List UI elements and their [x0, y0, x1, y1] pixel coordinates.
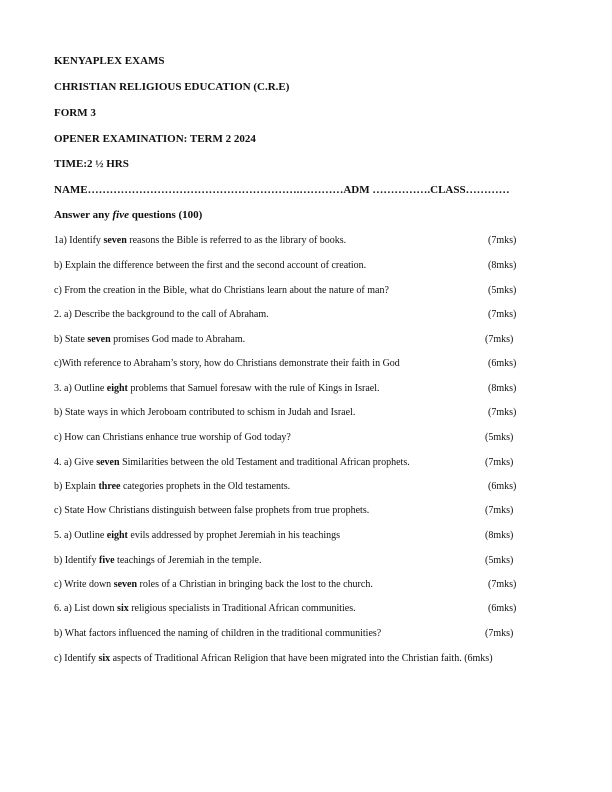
- question-emphasis: six: [117, 603, 129, 614]
- exam-form: FORM 3: [54, 107, 96, 119]
- question-item: [54, 628, 381, 639]
- instructions: [54, 209, 202, 221]
- question-text: b) Explain the difference between the first and the second account of creation.: [54, 260, 367, 271]
- question-text: 3. a) Outline: [54, 383, 107, 394]
- instructions-prefix: Answer any: [54, 209, 113, 221]
- question-marks: (5mks): [485, 555, 514, 566]
- question-text-rest: roles of a Christian in bringing back the lost to the church.: [137, 579, 373, 590]
- exam-subject: CHRISTIAN RELIGIOUS EDUCATION (C.R.E): [54, 81, 290, 93]
- question-text: c) Write down: [54, 579, 114, 590]
- question-item: [54, 260, 366, 271]
- question-text: b) State ways in which Jeroboam contributed to schism in Judah and Israel.: [54, 407, 356, 418]
- question-text: c)With reference to Abraham’s story, how do Christians demonstrate their faith in God: [54, 358, 400, 369]
- question-item: [54, 285, 389, 296]
- question-text: b) Explain: [54, 481, 99, 492]
- question-emphasis: five: [99, 555, 115, 566]
- question-text: b) What factors influenced the naming of children in the traditional communities?: [54, 628, 382, 639]
- question-item: [54, 383, 379, 394]
- question-emphasis: seven: [113, 579, 138, 590]
- question-item: [54, 407, 355, 418]
- question-text-rest: Similarities between the old Testament and traditional African prophets.: [119, 457, 410, 468]
- question-emphasis: eight: [106, 383, 128, 394]
- question-text: 5. a) Outline: [54, 530, 107, 541]
- question-item: [54, 579, 373, 590]
- question-marks: (6mks): [488, 481, 517, 492]
- question-item: [54, 481, 290, 492]
- question-item: [54, 603, 356, 614]
- question-marks: (6mks): [488, 603, 517, 614]
- question-text: c) Identify: [54, 653, 99, 664]
- question-marks: (7mks): [485, 457, 514, 468]
- question-text-rest: problems that Samuel foresaw with the rule of Kings in Israel.: [127, 383, 380, 394]
- question-text: 4. a) Give: [54, 457, 97, 468]
- question-marks: (7mks): [485, 628, 514, 639]
- name-field[interactable]: NAME………………………………………………….…………: [54, 184, 344, 196]
- question-marks: (5mks): [485, 432, 514, 443]
- exam-time: TIME:2 ½ HRS: [54, 158, 129, 170]
- question-item: [54, 432, 291, 443]
- question-text: 2. a) Describe the background to the call of Abraham.: [54, 309, 269, 320]
- question-text-rest: religious specialists in Traditional African communities.: [128, 603, 356, 614]
- question-item: [54, 358, 400, 369]
- question-item: [54, 505, 369, 516]
- question-emphasis: seven: [96, 457, 120, 468]
- name-line: [54, 184, 510, 196]
- question-marks: (7mks): [488, 407, 517, 418]
- exam-title: OPENER EXAMINATION: TERM 2 2024: [54, 133, 256, 145]
- question-item: [54, 235, 346, 246]
- question-item: [54, 555, 261, 566]
- question-item: [54, 530, 340, 541]
- question-text-rest: reasons the Bible is referred to as the library of books.: [126, 235, 347, 246]
- question-emphasis: three: [98, 481, 121, 492]
- class-field[interactable]: CLASS…………: [430, 184, 510, 196]
- question-marks: (7mks): [488, 235, 517, 246]
- question-text: 1a) Identify: [54, 235, 104, 246]
- question-marks: (5mks): [488, 285, 517, 296]
- question-text: b) Identify: [54, 555, 99, 566]
- question-marks: (8mks): [485, 530, 514, 541]
- question-marks: (7mks): [488, 579, 517, 590]
- question-text-rest: evils addressed by prophet Jeremiah in his teachings: [127, 530, 341, 541]
- question-item: [54, 334, 245, 345]
- question-text: c) From the creation in the Bible, what do Christians learn about the nature of man?: [54, 285, 389, 296]
- question-marks: (7mks): [485, 334, 514, 345]
- question-marks: (8mks): [488, 260, 517, 271]
- question-item: [54, 457, 410, 468]
- question-emphasis: six: [98, 653, 111, 664]
- question-text-rest: aspects of Traditional African Religion that have been migrated into the Christian faith. (6mks): [110, 653, 493, 664]
- question-item: [54, 309, 269, 320]
- question-text-rest: promises God made to Abraham.: [110, 334, 246, 345]
- instructions-emphasis: five: [112, 209, 129, 221]
- question-text: c) How can Christians enhance true worship of God today?: [54, 432, 291, 443]
- question-marks: (7mks): [488, 309, 517, 320]
- exam-org: KENYAPLEX EXAMS: [54, 55, 165, 67]
- question-text: b) State: [54, 334, 88, 345]
- question-emphasis: eight: [106, 530, 128, 541]
- question-item: [54, 653, 493, 664]
- instructions-suffix: questions (100): [128, 209, 203, 221]
- question-text: 6. a) List down: [54, 603, 118, 614]
- question-emphasis: seven: [103, 235, 127, 246]
- adm-field[interactable]: ADM …………….: [343, 184, 431, 196]
- question-text-rest: teachings of Jeremiah in the temple.: [114, 555, 262, 566]
- question-marks: (8mks): [488, 383, 517, 394]
- question-text: c) State How Christians distinguish between false prophets from true prophets.: [54, 505, 370, 516]
- question-text-rest: categories prophets in the Old testaments.: [120, 481, 291, 492]
- question-emphasis: seven: [87, 334, 111, 345]
- question-marks: (6mks): [488, 358, 517, 369]
- question-marks: (7mks): [485, 505, 514, 516]
